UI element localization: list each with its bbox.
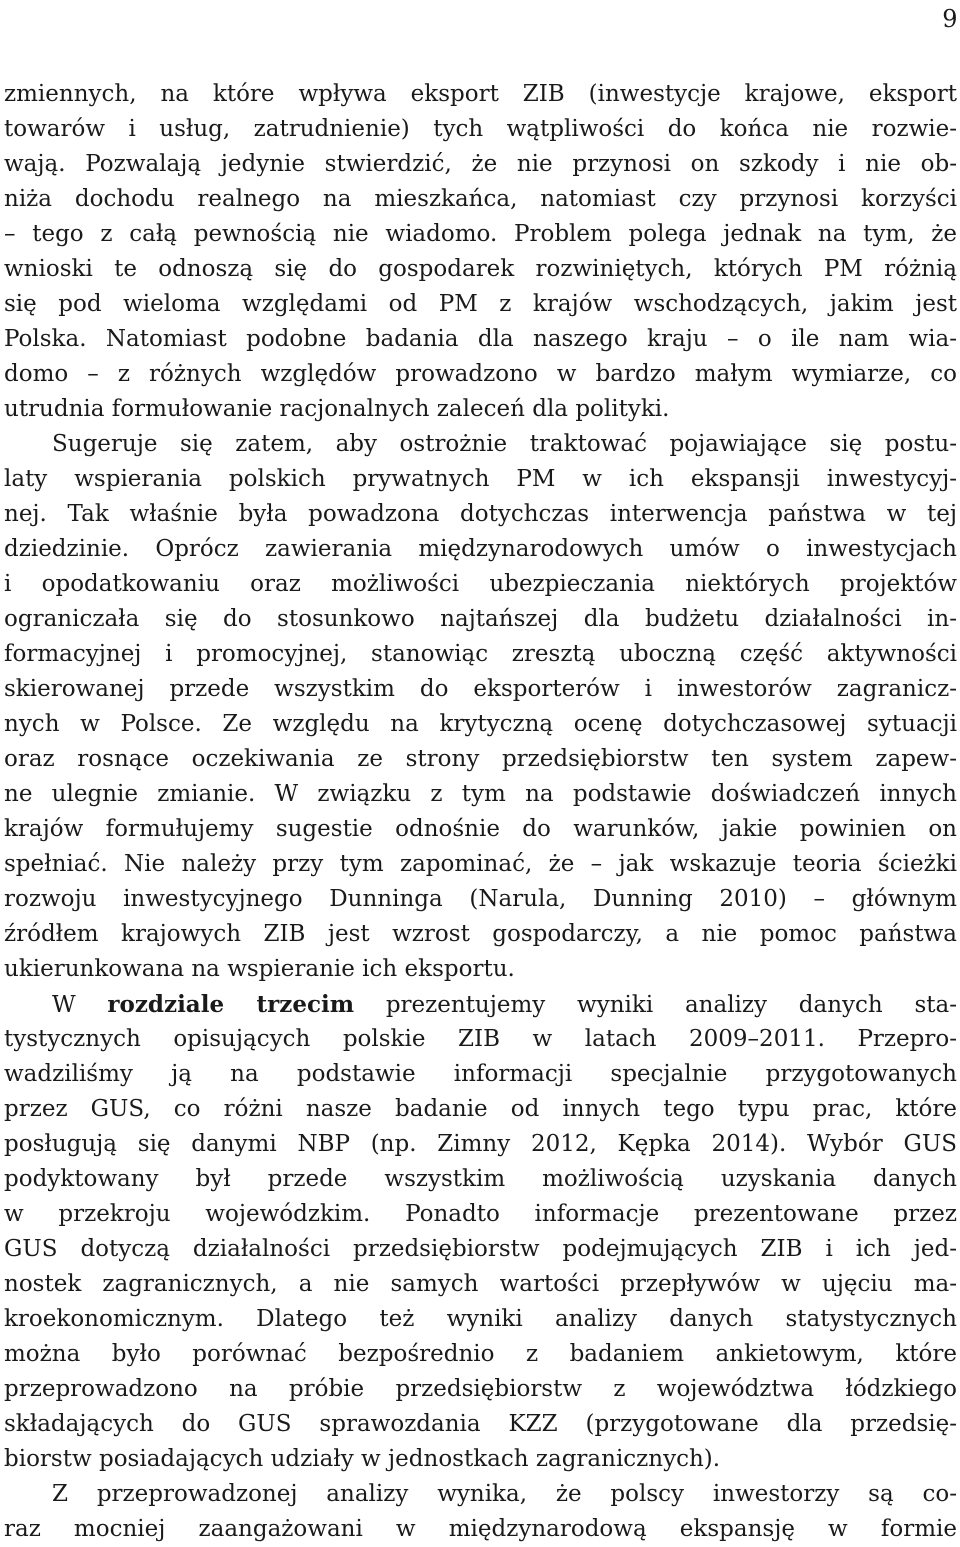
text-line: Z przeprowadzonej analizy wynika, że polscy inwestorzy są co- [52,1481,957,1507]
text-line: utrudnia formułowanie racjonalnych zaleceń dla polityki. [4,396,670,422]
text-line: nej. Tak właśnie była powadzona dotychczas interwencja państwa w tej [4,501,957,527]
paragraph-1 [4,77,957,427]
text-run: W [52,992,108,1018]
text-line: się pod wieloma względami od PM z krajów wschodzących, jakim jest [4,291,957,317]
text-line: można było porównać bezpośrednio z badaniem ankietowym, które [4,1341,957,1367]
text-line: w przekroju wojewódzkim. Ponadto informacje prezentowane przez [4,1201,957,1227]
text-run: prezentujemy wyniki analizy danych sta- [354,992,957,1018]
text-line: posługują się danymi NBP (np. Zimny 2012, Kępka 2014). Wybór GUS [4,1131,957,1157]
chapter-reference: rozdziale trzecim [107,991,355,1018]
text-line: ograniczała się do stosunkowo najtańszej dla budżetu działalności in- [4,606,957,632]
text-line: skierowanej przede wszystkim do eksporterów i inwestorów zagranicz- [4,676,957,702]
text-line [4,987,957,1022]
text-line: towarów i usług, zatrudnienie) tych wątpliwości do końca nie rozwie- [4,116,957,142]
text-line: przez GUS, co różni nasze badanie od innych tego typu prac, które [4,1096,957,1122]
text-line: składających do GUS sprawozdania KZZ (przygotowane dla przedsię- [4,1411,957,1437]
body-text [4,77,957,1547]
paragraph-3 [4,987,957,1477]
text-line: niża dochodu realnego na mieszkańca, natomiast czy przynosi korzyści [4,186,957,212]
text-line: tystycznych opisujących polskie ZIB w latach 2009–2011. Przepro- [4,1026,957,1052]
text-line: wają. Pozwalają jedynie stwierdzić, że nie przynosi on szkody i nie ob- [4,151,957,177]
text-line: wnioski te odnoszą się do gospodarek rozwiniętych, których PM różnią [4,256,957,282]
text-line: Polska. Natomiast podobne badania dla naszego kraju – o ile nam wia- [4,326,957,352]
text-line: – tego z całą pewnością nie wiadomo. Problem polega jednak na tym, że [4,221,957,247]
paragraph-4 [4,1477,957,1547]
text-line: ukierunkowana na wspieranie ich eksportu. [4,956,515,982]
text-line: kroekonomicznym. Dlatego też wyniki analizy danych statystycznych [4,1306,957,1332]
text-line: przeprowadzono na próbie przedsiębiorstw z województwa łódzkiego [4,1376,957,1402]
text-line: spełniać. Nie należy przy tym zapominać, że – jak wskazuje teoria ścieżki [4,851,957,877]
paragraph-2 [4,427,957,987]
text-line: rozwoju inwestycyjnego Dunninga (Narula, Dunning 2010) – głównym [4,886,957,912]
text-line: nostek zagranicznych, a nie samych wartości przepływów w ujęciu ma- [4,1271,957,1297]
text-line: Sugeruje się zatem, aby ostrożnie traktować pojawiające się postu- [52,431,957,457]
text-line: podyktowany był przede wszystkim możliwością uzyskania danych [4,1166,957,1192]
text-line: nych w Polsce. Ze względu na krytyczną ocenę dotychczasowej sytuacji [4,711,957,737]
text-line: i opodatkowaniu oraz możliwości ubezpieczania niektórych projektów [4,571,957,597]
text-line: zmiennych, na które wpływa eksport ZIB (inwestycje krajowe, eksport [4,81,957,107]
text-line: dziedzinie. Oprócz zawierania międzynarodowych umów o inwestycjach [4,536,957,562]
text-line: formacyjnej i promocyjnej, stanowiąc zresztą uboczną część aktywności [4,641,957,667]
text-line: laty wspierania polskich prywatnych PM w ich ekspansji inwestycyj- [4,466,957,492]
text-line: ne ulegnie zmianie. W związku z tym na podstawie doświadczeń innych [4,781,957,807]
text-line: oraz rosnące oczekiwania ze strony przedsiębiorstw ten system zapew- [4,746,957,772]
text-line: biorstw posiadających udziały w jednostkach zagranicznych). [4,1446,721,1472]
text-line: raz mocniej zaangażowani w międzynarodową ekspansję w formie [4,1516,957,1542]
page-number: 9 [942,5,958,33]
text-line: wadziliśmy ją na podstawie informacji specjalnie przygotowanych [4,1061,957,1087]
text-line: krajów formułujemy sugestie odnośnie do warunków, jakie powinien on [4,816,957,842]
text-line: źródłem krajowych ZIB jest wzrost gospodarczy, a nie pomoc państwa [4,921,957,947]
text-line: domo – z różnych względów prowadzono w bardzo małym wymiarze, co [4,361,957,387]
text-line: GUS dotyczą działalności przedsiębiorstw podejmujących ZIB i ich jed- [4,1236,957,1262]
